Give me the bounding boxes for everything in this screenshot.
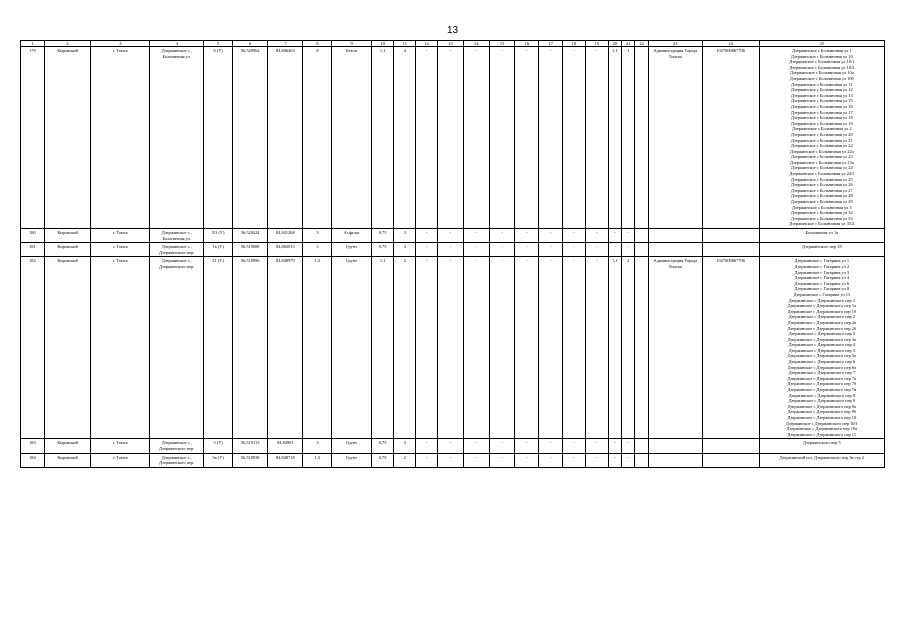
table-cell: - <box>622 439 635 453</box>
table-cell: - <box>563 47 586 229</box>
table-cell: - <box>416 257 438 439</box>
table-cell: 1,1 <box>608 257 621 439</box>
address-list-item: Дзержинское с Больничная ул 26 <box>790 182 853 188</box>
address-list-item: Дзержинское с Больничная ул 3 <box>792 204 852 210</box>
table-cell: - <box>563 243 586 257</box>
table-cell: - <box>563 257 586 439</box>
table-cell <box>648 439 702 453</box>
table-cell: 3 <box>303 229 332 243</box>
address-list-item: Дзержинское с Дзержинского пер 2б <box>787 325 857 331</box>
address-list-item: Дзержинское с Гагарина ул 4 <box>794 275 850 281</box>
register-table <box>20 40 885 468</box>
table-cell: 84,846463 <box>268 47 303 229</box>
table-cell: 84,848979 <box>268 257 303 439</box>
address-list-item: Дзержинское с Дзержинского пер 1 <box>788 297 856 303</box>
address-list-item: Дзержинское с Больничная ул 10/2 <box>789 64 855 70</box>
column-number: 11 <box>394 41 416 47</box>
table-cell: г. Томск <box>91 257 150 439</box>
table-cell: - <box>585 439 608 453</box>
column-number: 12 <box>416 41 438 47</box>
column-number: 22 <box>635 41 648 47</box>
table-cell: - <box>539 453 563 467</box>
address-list-item: Дзержинское с Дзержинского пер 4 <box>788 342 856 348</box>
address-list-item: Дзержинское с Дзержинского пер 6 <box>788 359 856 365</box>
table-cell <box>635 257 648 439</box>
table-cell: 1в (У) <box>204 243 233 257</box>
table-cell <box>648 229 702 243</box>
column-number: 5 <box>204 41 233 47</box>
table-cell: 1027000867706 <box>702 257 759 439</box>
table-cell: 84,841268 <box>268 229 303 243</box>
table-cell: - <box>608 439 621 453</box>
table-cell: - <box>416 243 438 257</box>
address-list-item: Дзержинское с Больничная ул 10б <box>789 75 854 81</box>
table-cell: г. Томск <box>91 47 150 229</box>
address-list-item: Дзержинское с Больничная ул 21 <box>790 137 853 143</box>
address-list-item: Дзержинское с Больничная ул 11 <box>790 81 853 87</box>
column-number: 23 <box>648 41 702 47</box>
address-list-item: Дзержинское с Дзержинского пер 9 <box>788 398 856 404</box>
table-cell: - <box>515 453 539 467</box>
table-cell: 56,518996 <box>233 257 268 439</box>
column-number: 25 <box>759 41 884 47</box>
column-number: 3 <box>91 41 150 47</box>
table-row <box>21 453 885 467</box>
table-cell: - <box>585 257 608 439</box>
table-cell <box>635 47 648 229</box>
table-cell <box>702 229 759 243</box>
table-cell: Грунт <box>332 453 371 467</box>
table-cell: - <box>622 243 635 257</box>
table-cell: - <box>437 229 463 243</box>
table-cell: Кировский <box>44 439 91 453</box>
address-list-item: Дзержинское с Больничная ул 10 <box>790 53 853 59</box>
table-cell: 56,519088 <box>233 243 268 257</box>
table-cell: - <box>563 229 586 243</box>
column-number: 16 <box>515 41 539 47</box>
address-list-item: Дзержинское с Больничная ул 22а <box>789 148 854 154</box>
table-cell: Дзержинское с., Дзержинского пер. <box>150 453 204 467</box>
address-list-item: Дзержинское с Дзержинского пер 7а <box>787 375 856 381</box>
table-cell: - <box>489 453 515 467</box>
address-list-cell <box>759 453 884 467</box>
address-list-item: Дзержинское с Больничная ул 10/1 <box>789 59 855 65</box>
address-list-item: Дзержинское с Больничная ул 25 <box>790 176 853 182</box>
column-number: 24 <box>702 41 759 47</box>
table-cell: - <box>515 243 539 257</box>
table-cell: Администрация Города Томска <box>648 47 702 229</box>
table-cell: 1,1 <box>371 257 394 439</box>
address-list-item: Дзержинское с Больничная ул 14 <box>790 92 853 98</box>
table-cell: 84,882015 <box>268 243 303 257</box>
table-row <box>21 439 885 453</box>
address-list-item: Дзержинское с Больничная ул 33/2 <box>789 221 855 227</box>
address-list-item: Дзержинское с Больничная ул 22 <box>790 143 853 149</box>
table-cell: 0,75 <box>371 453 394 467</box>
address-list-item: Дзержинское с Больничная ул 17 <box>790 109 853 115</box>
table-cell: - <box>489 229 515 243</box>
address-list-item: Дзержинское с Больничная ул 12 <box>790 87 853 93</box>
address-list-item: Дзержинское с Дзержинского пер 5 <box>788 347 856 353</box>
address-list-item: Дзержинское с Дзержинского пер 9а <box>787 403 856 409</box>
column-number: 20 <box>608 41 621 47</box>
address-list-item: Дзержинское с Дзержинского пер 5а <box>787 353 856 359</box>
column-number: 8 <box>303 41 332 47</box>
column-number: 21 <box>622 41 635 47</box>
table-cell: 1 <box>622 47 635 229</box>
column-number: 15 <box>489 41 515 47</box>
column-number: 4 <box>150 41 204 47</box>
address-list-item: Дзержинское с Гагарина ул 2 <box>794 263 850 269</box>
table-cell: - <box>489 439 515 453</box>
address-list-cell <box>759 229 884 243</box>
table-cell: 3 <box>394 243 416 257</box>
table-cell: 3в (У) <box>204 453 233 467</box>
address-list-item: Дзержинское с Больничная ул 16 <box>790 103 853 109</box>
table-cell: 84,848718 <box>268 453 303 467</box>
column-number: 9 <box>332 41 371 47</box>
address-list-item: Дзержинское с Больничная ул 23а <box>789 159 854 165</box>
address-list-item: Дзержинское с Больничная ул 32 <box>790 210 853 216</box>
table-cell <box>635 229 648 243</box>
table-cell: 3 <box>303 243 332 257</box>
table-cell <box>702 243 759 257</box>
address-list-item: Дзержинское с Больничная ул 33 <box>790 215 853 221</box>
address-list-item: Дзержинское с Гагарина ул 6 <box>794 280 850 286</box>
table-cell: 180 <box>21 229 45 243</box>
table-cell: 0,75 <box>371 439 394 453</box>
table-cell: 0,75 <box>371 229 394 243</box>
address-list-item: Дзержинское с Больничная ул 29 <box>790 199 853 205</box>
table-cell: 183 <box>21 439 45 453</box>
address-list-item: Дзержинское с Гагарина ул 3 <box>794 269 850 275</box>
table-cell: 5 (У) <box>204 439 233 453</box>
column-number: 13 <box>437 41 463 47</box>
address-list-item: Дзержинское с Больничная ул 23 <box>790 154 853 160</box>
table-cell: - <box>463 439 489 453</box>
column-number: 18 <box>563 41 586 47</box>
table-cell: - <box>489 257 515 439</box>
table-cell: Кировский <box>44 229 91 243</box>
table-cell: - <box>563 453 586 467</box>
table-cell: - <box>463 229 489 243</box>
column-number: 14 <box>463 41 489 47</box>
table-cell: 2 <box>394 257 416 439</box>
address-list-item: Дзержинский пос Дзержинского пер 3в стр 2 <box>779 454 864 460</box>
table-cell: Грунт <box>332 257 371 439</box>
address-list-cell <box>759 257 884 439</box>
address-list-item: Дзержинское с Дзержинского пер 6а <box>787 364 856 370</box>
table-cell: - <box>585 453 608 467</box>
table-cell: 56,519113 <box>233 439 268 453</box>
table-cell <box>702 453 759 467</box>
table-row <box>21 229 885 243</box>
table-cell: - <box>539 47 563 229</box>
address-list-item: Дзержинское с Больничная ул 20 <box>790 131 853 137</box>
address-list-item: Дзержинское с Больничная ул 24 <box>790 165 853 171</box>
table-cell: - <box>539 257 563 439</box>
address-list-item: Дзержинское с Больничная ул 28 <box>790 193 853 199</box>
table-cell: 184 <box>21 453 45 467</box>
table-cell: - <box>437 453 463 467</box>
table-cell: - <box>515 47 539 229</box>
address-list-item: Дзержинское с Больничная ул 27 <box>790 187 853 193</box>
address-list-item: Дзержинское с Больничная ул 19 <box>790 120 853 126</box>
table-cell: - <box>585 229 608 243</box>
table-cell: 4 <box>394 47 416 229</box>
address-list-item: Дзержинское с Дзержинского пер 7 <box>788 370 856 376</box>
column-number: 19 <box>585 41 608 47</box>
table-cell: - <box>515 439 539 453</box>
table-cell: 56,518938 <box>233 453 268 467</box>
table-cell: Администрация Города Томска <box>648 257 702 439</box>
table-cell: Дзержинское с., Больничная ул. <box>150 47 204 229</box>
table-cell <box>635 453 648 467</box>
table-cell: - <box>622 229 635 243</box>
address-list-item: Дзержинское с Дзержинского пер 9б <box>787 409 857 415</box>
table-cell: - <box>515 257 539 439</box>
address-list-item: Дзержинское с Больничная ул 24/1 <box>789 171 855 177</box>
table-row <box>21 47 885 229</box>
table-cell: 3 <box>394 439 416 453</box>
table-cell: 179 <box>21 47 45 229</box>
address-list-item: Дзержинское с Гагарина ул 1 <box>794 258 850 264</box>
page-number: 13 <box>446 25 459 36</box>
table-cell: - <box>416 229 438 243</box>
table-row <box>21 243 885 257</box>
table-cell: 1,5 <box>303 257 332 439</box>
address-list-item: Дзержинского пер 18 <box>801 244 842 250</box>
table-cell: - <box>608 243 621 257</box>
table-cell: 181 <box>21 243 45 257</box>
table-cell: 1,1 <box>608 47 621 229</box>
table-cell <box>635 439 648 453</box>
table-cell: - <box>539 229 563 243</box>
table-cell: 0,75 <box>371 243 394 257</box>
table-cell: - <box>437 243 463 257</box>
table-cell: - <box>515 229 539 243</box>
table-cell: - <box>463 243 489 257</box>
address-list-item: Дзержинское с Больничная ул 10а <box>789 70 854 76</box>
table-cell: - <box>622 453 635 467</box>
table-cell: - <box>489 47 515 229</box>
table-cell: 182 <box>21 257 45 439</box>
table-cell: г. Томск <box>91 229 150 243</box>
table-cell: - <box>437 257 463 439</box>
address-list-cell <box>759 439 884 453</box>
table-cell: Дзержинское с., Больничная ул. <box>150 229 204 243</box>
table-cell: - <box>416 439 438 453</box>
table-cell: Кировский <box>44 453 91 467</box>
address-list-item: Дзержинское с Дзержинского пер 10/1 <box>785 420 858 426</box>
table-cell: 2 <box>394 453 416 467</box>
table-cell: - <box>416 453 438 467</box>
address-list-item: Дзержинское с Дзержинского пер 3 <box>788 331 856 337</box>
address-list-item: Дзержинское с Больничная ул 2 <box>792 126 852 132</box>
address-list-item: Дзержинского пер 5 <box>803 440 841 446</box>
table-cell: - <box>437 47 463 229</box>
table-cell: 6 (У) <box>204 47 233 229</box>
table-cell: Кировский <box>44 243 91 257</box>
address-list-item: Дзержинское с Дзержинского пер 2 <box>788 314 856 320</box>
table-cell: 2 <box>622 257 635 439</box>
address-list-item: Дзержинское с Больничная ул 1 <box>792 48 852 53</box>
table-cell: Асфальт <box>332 229 371 243</box>
table-cell: 1027000867706 <box>702 47 759 229</box>
table-cell: Кировский <box>44 47 91 229</box>
table-cell: - <box>585 47 608 229</box>
table-cell <box>648 453 702 467</box>
column-number: 1 <box>21 41 45 47</box>
address-list-item: Дзержинское с Дзержинского пер 11 <box>787 431 857 437</box>
address-list-item: Дзержинское с Дзержинского пер 8 <box>788 392 856 398</box>
table-cell: 56,528424 <box>233 229 268 243</box>
table-cell: 3 <box>394 229 416 243</box>
table-row <box>21 257 885 439</box>
table-cell: - <box>463 257 489 439</box>
address-list-item: Дзержинское с Гагарина ул 13 <box>793 291 851 297</box>
table-cell: - <box>489 243 515 257</box>
table-cell: - <box>463 453 489 467</box>
column-number: 7 <box>268 41 303 47</box>
table-cell: Дзержинское с., Дзержинского пер. <box>150 257 204 439</box>
column-number: 17 <box>539 41 563 47</box>
address-list-cell <box>759 47 884 229</box>
table-cell: 1,5 <box>303 453 332 467</box>
address-list-item: Дзержинское с Дзержинского пер 3а <box>787 336 856 342</box>
address-list-item: Дзержинское с Дзержинского пер 10 <box>787 415 857 420</box>
address-list-item: Дзержинское с Дзержинского пер 7в <box>787 387 857 393</box>
address-list-item: Дзержинское с Дзержинского пер 1а <box>787 303 856 309</box>
table-cell <box>648 243 702 257</box>
table-cell: - <box>539 243 563 257</box>
address-list-item: Дзержинское с Дзержинского пер 2а <box>787 319 856 325</box>
table-cell: 56,528962 <box>233 47 268 229</box>
table-cell: 3 <box>303 439 332 453</box>
address-list-item: Дзержинское с Дзержинского пер 1б <box>787 308 857 314</box>
table-cell: 5/3 (У) <box>204 229 233 243</box>
table-cell: - <box>539 439 563 453</box>
address-list-item: Дзержинское с Гагарина ул 8 <box>794 286 850 292</box>
table-cell: 8 <box>303 47 332 229</box>
address-list-item: Больничная ул 1а <box>805 230 839 235</box>
table-cell: - <box>416 47 438 229</box>
address-list-cell <box>759 243 884 257</box>
column-number: 2 <box>44 41 91 47</box>
table-cell: Грунт <box>332 243 371 257</box>
table-cell: 84,84901 <box>268 439 303 453</box>
table-cell: 1,1 <box>371 47 394 229</box>
table-cell: - <box>608 453 621 467</box>
table-cell: 21 (У) <box>204 257 233 439</box>
table-cell <box>635 243 648 257</box>
table-cell: - <box>437 439 463 453</box>
table-cell: Бетон <box>332 47 371 229</box>
address-list-item: Дзержинское с Больничная ул 15 <box>790 98 853 104</box>
address-list-item: Дзержинское с Дзержинского пер 10а <box>786 426 858 432</box>
table-cell: Грунт <box>332 439 371 453</box>
table-cell: Дзержинское с., Дзержинского пер. <box>150 439 204 453</box>
address-list-item: Дзержинское с Дзержинского пер 7б <box>787 381 857 387</box>
column-number: 6 <box>233 41 268 47</box>
table-cell: г. Томск <box>91 243 150 257</box>
table-cell: - <box>608 229 621 243</box>
table-cell: - <box>463 47 489 229</box>
table-cell: - <box>563 439 586 453</box>
table-cell: Кировский <box>44 257 91 439</box>
table-cell: г. Томск <box>91 439 150 453</box>
table-cell: Дзержинское с., Дзержинского пер. <box>150 243 204 257</box>
table-cell <box>702 439 759 453</box>
table-cell: г. Томск <box>91 453 150 467</box>
table-cell: - <box>585 243 608 257</box>
address-list-item: Дзержинское с Больничная ул 18 <box>790 115 853 121</box>
column-number: 10 <box>371 41 394 47</box>
